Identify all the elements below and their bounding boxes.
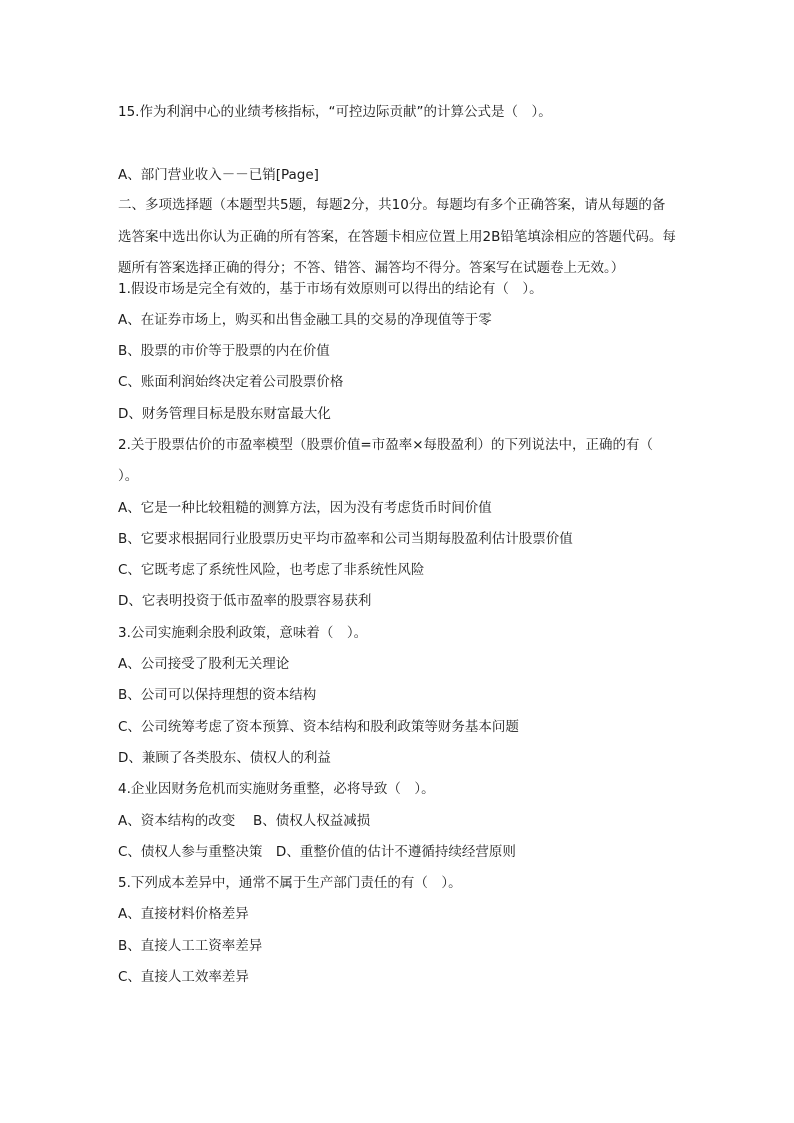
question-2-option-d: D、它表明投资于低市盈率的股票容易获利 xyxy=(118,593,372,610)
question-2-option-c: C、它既考虑了系统性风险，也考虑了非系统性风险 xyxy=(118,562,425,579)
question-15-stem: 15.作为利润中心的业绩考核指标，“可控边际贡献”的计算公式是（ ）。 xyxy=(118,104,552,120)
question-4-stem: 4.企业因财务危机而实施财务重整，必将导致（ ）。 xyxy=(118,781,435,798)
question-3-option-a: A、公司接受了股利无关理论 xyxy=(118,656,290,673)
exam-content xyxy=(118,102,678,998)
question-3-option-c: C、公司统筹考虑了资本预算、资本结构和股利政策等财务基本问题 xyxy=(118,718,519,735)
question-3-stem: 3.公司实施剩余股利政策，意味着（ ）。 xyxy=(118,624,368,641)
question-2-stem-continued: ）。 xyxy=(118,468,139,485)
question-2-stem: 2.关于股票估价的市盈率模型（股票价值=市盈率×每股盈利）的下列说法中，正确的有（ xyxy=(118,436,654,453)
question-15-option-a: A、部门营业收入－－已销[Page] xyxy=(118,166,319,183)
question-1-option-a: A、在证券市场上，购买和出售金融工具的交易的净现值等于零 xyxy=(118,311,492,328)
question-2-option-a: A、它是一种比较粗糙的测算方法，因为没有考虑货币时间价值 xyxy=(118,499,492,516)
question-5-option-a: A、直接材料价格差异 xyxy=(118,906,249,923)
question-3-option-b: B、公司可以保持理想的资本结构 xyxy=(118,687,317,704)
question-1-stem: 1.假设市场是完全有效的，基于市场有效原则可以得出的结论有（ ）。 xyxy=(118,280,543,297)
section-2-instructions: 二、多项选择题（本题型共5题，每题2分，共10分。每题均有多个正确答案，请从每题的备选答案中选出你认为正确的所有答案，在答题卡相应位置上用2B铅笔填涂相应的答题代码。每题所有答案选择正确的得分；不答、错答、漏答均不得分。答案写在试题卷上无效。） xyxy=(118,197,676,276)
question-1-option-b: B、股票的市价等于股票的内在价值 xyxy=(118,343,330,360)
question-3-option-d: D、兼顾了各类股东、债权人的利益 xyxy=(118,749,331,766)
question-5-option-b: B、直接人工工资率差异 xyxy=(118,937,263,954)
question-5-stem: 5.下列成本差异中，通常不属于生产部门责任的有（ ）。 xyxy=(118,875,462,892)
question-5-option-c: C、直接人工效率差异 xyxy=(118,969,249,986)
question-1-option-c: C、账面利润始终决定着公司股票价格 xyxy=(118,374,344,391)
question-1-option-d: D、财务管理目标是股东财富最大化 xyxy=(118,405,331,422)
question-4-options-ab: A、资本结构的改变 B、债权人权益减损 xyxy=(118,812,371,829)
blank-gap xyxy=(118,133,678,164)
question-2-option-b: B、它要求根据同行业股票历史平均市盈率和公司当期每股盈利估计股票价值 xyxy=(118,530,573,547)
question-4-options-cd: C、债权人参与重整决策 D、重整价值的估计不遵循持续经营原则 xyxy=(118,843,516,860)
